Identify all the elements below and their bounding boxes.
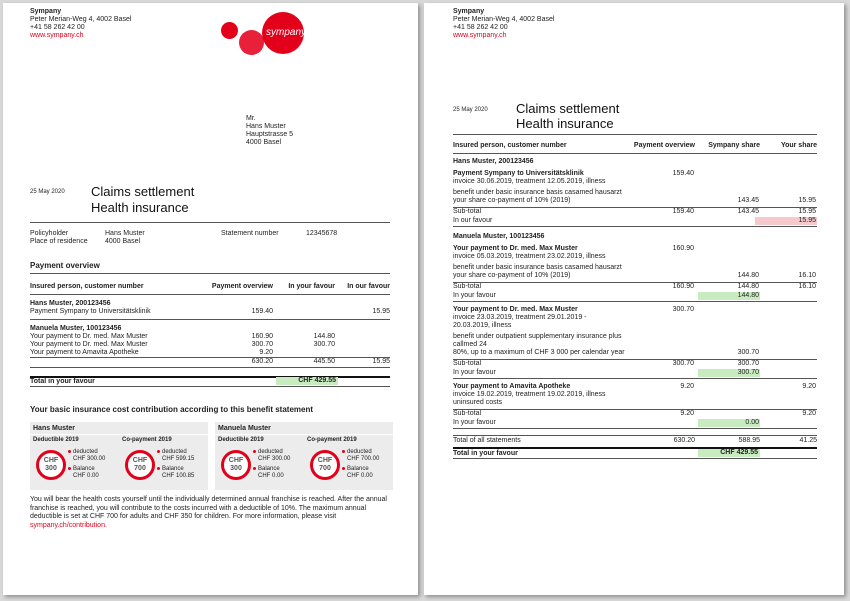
company-name: Sympany bbox=[453, 8, 485, 15]
detail-cell: 144.80 bbox=[737, 272, 759, 279]
page-subtitle: Health insurance bbox=[516, 116, 614, 131]
overview-row-label: Manuela Muster, 100123456 bbox=[30, 325, 122, 332]
bullet-icon bbox=[157, 467, 160, 470]
detail-row-text: benefit under basic insurance basis casamed hausarzt bbox=[453, 189, 622, 196]
overview-cell: 300.70 bbox=[313, 341, 335, 348]
detail-text: Balance bbox=[162, 466, 184, 472]
company-name: Sympany bbox=[30, 8, 62, 15]
detail-text: Balance bbox=[73, 466, 95, 472]
ded-deducted bbox=[68, 456, 105, 463]
detail-cell: 9.20 bbox=[802, 410, 816, 417]
ded-ring-icon bbox=[221, 450, 251, 480]
detail-total-label: Total in your favour bbox=[453, 450, 518, 457]
detail-row-text: invoice 23.03.2019, treatment 29.01.2019 - bbox=[453, 314, 587, 321]
detail-cell: 159.40 bbox=[672, 170, 694, 177]
contribution-footnote: You will bear the health costs yourself until the individually determined annual franchise is reached. After the annual franchise is reached, you will contribute to the costs incurred with a deductible of 10%. The maximum annual deductible is set at CHF 700 for adults and CHF 350 for children. For more information, please visit sympany.ch/contribution. bbox=[30, 496, 387, 529]
co-details bbox=[157, 449, 194, 480]
detail-cell: 160.90 bbox=[672, 245, 694, 252]
bullet-icon bbox=[253, 450, 256, 453]
rule bbox=[453, 282, 817, 283]
ded-label: Deductible 2019 bbox=[33, 437, 79, 443]
detail-cell: 300.70 bbox=[737, 349, 759, 356]
bullet-icon bbox=[342, 467, 345, 470]
co-deducted-label bbox=[342, 449, 379, 456]
detail-text: deducted bbox=[347, 449, 372, 455]
contribution-box bbox=[215, 422, 393, 490]
ring-amount: 700 bbox=[319, 465, 331, 472]
bullet-icon bbox=[342, 450, 345, 453]
overview-heading: Payment overview bbox=[30, 261, 100, 270]
detail-cell: 15.95 bbox=[755, 217, 817, 225]
detail-cell: 143.45 bbox=[737, 197, 759, 204]
rule bbox=[453, 359, 817, 360]
contribution-link[interactable]: sympany.ch/contribution. bbox=[30, 521, 107, 529]
detail-col-header: Sympany share bbox=[708, 142, 760, 149]
overview-row-label: Your payment to Amavita Apotheke bbox=[30, 349, 139, 356]
overview-row-label: Payment Sympany to Universitätsklinik bbox=[30, 308, 151, 315]
page-subtitle: Health insurance bbox=[91, 200, 189, 215]
ring-amount: 700 bbox=[134, 465, 146, 472]
overview-col-header: Insured person, customer number bbox=[30, 283, 144, 290]
overview-col-header: In our favour bbox=[347, 283, 390, 290]
detail-row-text: benefit under basic insurance basis casamed hausarzt bbox=[453, 264, 622, 271]
ring-currency: CHF bbox=[228, 457, 244, 464]
ded-deducted-label bbox=[253, 449, 290, 456]
page-title: Claims settlement bbox=[91, 184, 195, 199]
detail-row-text: Payment Sympany to Universitätsklinik bbox=[453, 170, 584, 177]
detail-text: CHF 300.00 bbox=[73, 456, 106, 462]
overview-total-cell: 15.95 bbox=[372, 358, 390, 365]
co-balance-label bbox=[342, 466, 379, 473]
overview-total-label: Total in your favour bbox=[30, 378, 95, 385]
detail-person-heading: Hans Muster, 200123456 bbox=[453, 158, 534, 165]
statement-page-2 bbox=[424, 3, 844, 595]
detail-text: Balance bbox=[347, 466, 369, 472]
statement-page-1 bbox=[3, 3, 418, 595]
co-label: Co-payment 2019 bbox=[307, 437, 357, 443]
statement-date: 25 May 2020 bbox=[453, 107, 488, 113]
company-phone: +41 58 262 42 00 bbox=[453, 24, 508, 31]
ded-deducted bbox=[253, 456, 290, 463]
rule bbox=[215, 434, 393, 435]
detail-cell: 160.90 bbox=[672, 283, 694, 290]
detail-text: deducted bbox=[258, 449, 283, 455]
rule bbox=[30, 434, 208, 435]
detail-cell: 9.20 bbox=[802, 383, 816, 390]
overview-col-header: In your favour bbox=[288, 283, 335, 290]
ded-ring-icon bbox=[36, 450, 66, 480]
co-deducted bbox=[157, 456, 194, 463]
bullet-icon bbox=[68, 450, 71, 453]
detail-text: Balance bbox=[258, 466, 280, 472]
overview-cell: 159.40 bbox=[251, 308, 273, 315]
overview-total-cell: 630.20 bbox=[251, 358, 273, 365]
detail-cell: 300.70 bbox=[672, 360, 694, 367]
company-address: Peter Merian-Weg 4, 4002 Basel bbox=[30, 16, 132, 23]
co-label: Co-payment 2019 bbox=[122, 437, 172, 443]
detail-cell: 16.10 bbox=[798, 272, 816, 279]
ded-balance-label bbox=[253, 466, 290, 473]
detail-cell: 144.80 bbox=[698, 292, 760, 300]
overview-col-header: Payment overview bbox=[211, 283, 273, 290]
ring-currency: CHF bbox=[317, 457, 333, 464]
overview-cell: 160.90 bbox=[251, 333, 273, 340]
detail-cell: 144.80 bbox=[737, 283, 759, 290]
ded-balance bbox=[68, 473, 105, 480]
detail-all-label: Total of all statements bbox=[453, 437, 521, 444]
detail-row-text: Your payment to Amavita Apotheke bbox=[453, 383, 571, 390]
contribution-person-name: Hans Muster bbox=[33, 425, 76, 432]
detail-cell: 15.95 bbox=[798, 208, 816, 215]
page-title: Claims settlement bbox=[516, 101, 620, 116]
policyholder-value: Hans Muster bbox=[105, 230, 145, 237]
detail-row-text: In your favour bbox=[453, 292, 496, 299]
detail-row-text: 80%, up to a maximum of CHF 3 000 per calendar year bbox=[453, 349, 625, 356]
company-web-link[interactable]: www.sympany.ch bbox=[453, 32, 507, 39]
detail-cell: 300.70 bbox=[737, 360, 759, 367]
ded-balance bbox=[253, 473, 290, 480]
detail-row-text: Your payment to Dr. med. Max Muster bbox=[453, 306, 578, 313]
detail-cell: 0.00 bbox=[698, 419, 760, 427]
co-balance bbox=[342, 473, 379, 480]
recipient-address: Mr. Hans Muster Hauptstrasse 5 4000 Basel bbox=[246, 115, 294, 146]
detail-cell: 159.40 bbox=[672, 208, 694, 215]
statement-number-label: Statement number bbox=[221, 230, 279, 237]
detail-all-cell: 630.20 bbox=[673, 437, 695, 444]
rule bbox=[30, 386, 390, 387]
detail-row-text: invoice 05.03.2019, treatment 23.02.2019, illness bbox=[453, 253, 606, 260]
ring-currency: CHF bbox=[132, 457, 148, 464]
overview-row-label: Hans Muster, 200123456 bbox=[30, 300, 111, 307]
co-ring-icon bbox=[125, 450, 155, 480]
rule bbox=[453, 447, 817, 449]
detail-row-text: benefit under outpatient supplementary insurance plus bbox=[453, 333, 622, 340]
overview-cell: 144.80 bbox=[313, 333, 335, 340]
company-address: Peter Merian-Weg 4, 4002 Basel bbox=[453, 16, 555, 23]
ded-balance-label bbox=[68, 466, 105, 473]
detail-cell: 300.70 bbox=[698, 369, 760, 377]
ring-amount: 300 bbox=[230, 465, 242, 472]
contribution-heading: Your basic insurance cost contribution according to this benefit statement bbox=[30, 405, 314, 414]
statement-date: 25 May 2020 bbox=[30, 189, 65, 195]
detail-row-text: your share co-payment of 10% (2019) bbox=[453, 197, 571, 204]
detail-total-value: CHF 429.55 bbox=[698, 449, 760, 457]
rule bbox=[453, 226, 817, 227]
overview-cell: 9.20 bbox=[259, 349, 273, 356]
overview-row-label: Your payment to Dr. med. Max Muster bbox=[30, 341, 148, 348]
company-web-link[interactable]: www.sympany.ch bbox=[30, 32, 84, 39]
detail-row-text: your share co-payment of 10% (2019) bbox=[453, 272, 571, 279]
detail-cell: 300.70 bbox=[672, 306, 694, 313]
bullet-icon bbox=[68, 467, 71, 470]
overview-total-cell: 445.50 bbox=[313, 358, 335, 365]
detail-text: CHF 0.00 bbox=[347, 473, 373, 479]
detail-cell: 15.95 bbox=[798, 197, 816, 204]
detail-cell: 9.20 bbox=[680, 383, 694, 390]
detail-row-text: invoice 19.02.2019, treatment 19.02.2019, illness bbox=[453, 391, 606, 398]
ring-currency: CHF bbox=[43, 457, 59, 464]
co-details bbox=[342, 449, 379, 480]
overview-total-value: CHF 429.55 bbox=[276, 377, 338, 385]
ded-deducted-label bbox=[68, 449, 105, 456]
detail-cell: 9.20 bbox=[680, 410, 694, 417]
rule bbox=[453, 378, 817, 379]
rule bbox=[30, 367, 390, 368]
contribution-box bbox=[30, 422, 208, 490]
detail-text: CHF 300.00 bbox=[258, 456, 291, 462]
detail-row-text: Sub-total bbox=[453, 208, 482, 215]
detail-row-text: Your payment to Dr. med. Max Muster bbox=[453, 245, 578, 252]
detail-text: deducted bbox=[162, 449, 187, 455]
detail-row-text: uninsured costs bbox=[453, 399, 503, 406]
detail-text: CHF 100.85 bbox=[162, 473, 195, 479]
rule bbox=[453, 458, 817, 459]
detail-row-text: In our favour bbox=[453, 217, 493, 224]
overview-row-label: Your payment to Dr. med. Max Muster bbox=[30, 333, 148, 340]
company-phone: +41 58 262 42 00 bbox=[30, 24, 85, 31]
ded-details bbox=[253, 449, 290, 480]
detail-row-text: In your favour bbox=[453, 419, 496, 426]
logo-text: sympany bbox=[266, 27, 307, 38]
ded-details bbox=[68, 449, 105, 480]
contribution-person-name: Manuela Muster bbox=[218, 425, 271, 432]
co-ring-icon bbox=[310, 450, 340, 480]
rule bbox=[453, 409, 817, 410]
detail-all-cell: 588.95 bbox=[738, 437, 760, 444]
detail-text: CHF 0.00 bbox=[73, 473, 99, 479]
co-balance-label bbox=[157, 466, 194, 473]
detail-row-text: Sub-total bbox=[453, 410, 482, 417]
bullet-icon bbox=[157, 450, 160, 453]
residence-label: Place of residence bbox=[30, 238, 88, 245]
detail-row-text: In your favour bbox=[453, 369, 496, 376]
detail-col-header: Your share bbox=[780, 142, 817, 149]
detail-cell: 16.10 bbox=[798, 283, 816, 290]
detail-person-heading: Manuela Muster, 100123456 bbox=[453, 233, 545, 240]
detail-row-text: Sub-total bbox=[453, 360, 482, 367]
detail-cell: 143.45 bbox=[737, 208, 759, 215]
overview-cell: 300.70 bbox=[251, 341, 273, 348]
detail-text: CHF 700.00 bbox=[347, 456, 380, 462]
rule bbox=[453, 153, 817, 154]
rule bbox=[453, 435, 817, 436]
detail-all-cell: 41.25 bbox=[799, 437, 817, 444]
residence-value: 4000 Basel bbox=[105, 238, 141, 245]
detail-col-header: Payment overview bbox=[633, 142, 695, 149]
ded-label: Deductible 2019 bbox=[218, 437, 264, 443]
co-deducted-label bbox=[157, 449, 194, 456]
detail-row-text: invoice 30.06.2019, treatment 12.05.2019, illness bbox=[453, 178, 606, 185]
overview-cell: 15.95 bbox=[372, 308, 390, 315]
rule bbox=[453, 301, 817, 302]
detail-text: CHF 599.15 bbox=[162, 456, 195, 462]
policyholder-label: Policyholder bbox=[30, 230, 69, 237]
detail-text: CHF 0.00 bbox=[258, 473, 284, 479]
detail-row-text: Sub-total bbox=[453, 283, 482, 290]
ring-amount: 300 bbox=[45, 465, 57, 472]
bullet-icon bbox=[253, 467, 256, 470]
rule bbox=[30, 319, 390, 320]
detail-text: deducted bbox=[73, 449, 98, 455]
rule bbox=[453, 428, 817, 429]
co-deducted bbox=[342, 456, 379, 463]
co-balance bbox=[157, 473, 194, 480]
detail-col-header: Insured person, customer number bbox=[453, 142, 567, 149]
statement-number-value: 12345678 bbox=[306, 230, 338, 237]
rule bbox=[30, 294, 390, 295]
rule bbox=[453, 207, 817, 208]
detail-row-text: 20.03.2019, illness bbox=[453, 322, 512, 329]
detail-row-text: callmed 24 bbox=[453, 341, 487, 348]
